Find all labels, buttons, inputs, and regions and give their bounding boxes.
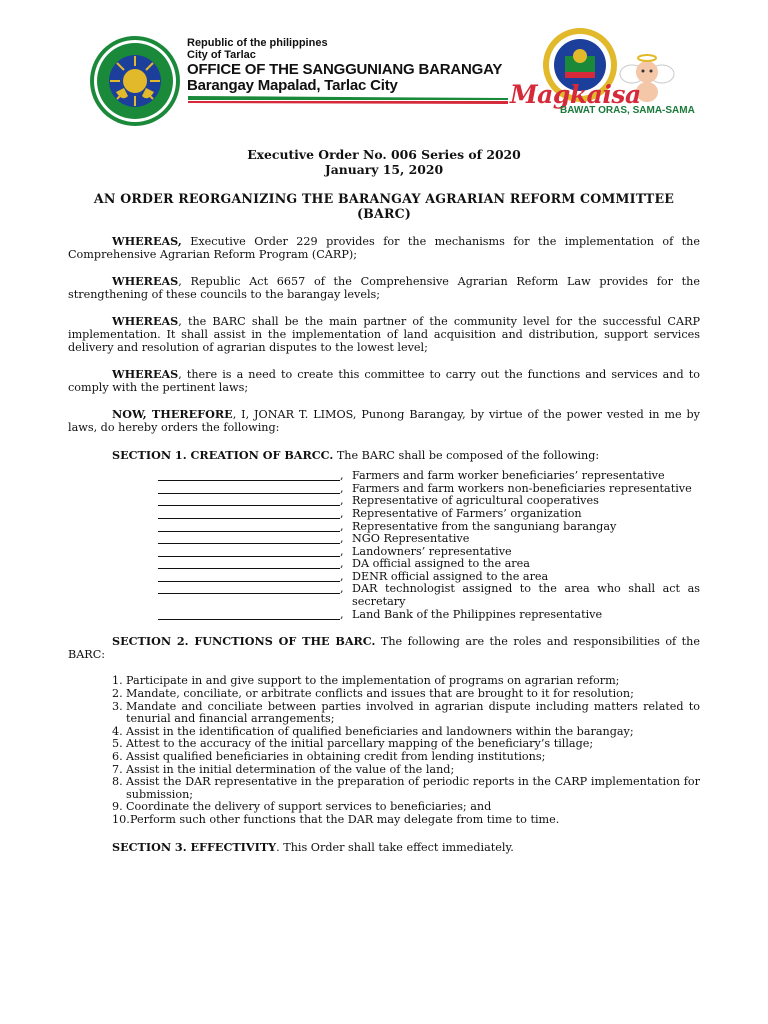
name-blank-line xyxy=(158,495,340,506)
function-number: 7. xyxy=(112,762,123,776)
barangay-line: Barangay Mapalad, Tarlac City xyxy=(187,76,398,94)
comma-separator: , xyxy=(340,469,344,483)
role-label: Representative of Farmers’ organization xyxy=(352,506,582,520)
section-3 xyxy=(68,841,700,855)
function-number: 1. xyxy=(112,674,123,688)
name-blank-line xyxy=(158,483,340,494)
name-blank-line xyxy=(158,558,340,569)
function-text: Perform such other functions that the DAR may delegate from time to time. xyxy=(130,812,560,826)
section-3-heading: SECTION 3. EFFECTIVITY xyxy=(112,839,277,854)
role-label: Landowners’ representative xyxy=(352,544,512,558)
function-text: Mandate, conciliate, or arbitrate conflicts and issues that are brought to it for resolution; xyxy=(126,687,634,701)
comma-separator: , xyxy=(340,519,344,533)
magkaisa-wordmark: Magkaisa xyxy=(510,80,641,109)
function-text: Attest to the accuracy of the initial parcellary mapping of the beneficiary’s tillage; xyxy=(126,737,594,751)
office-line: OFFICE OF THE SANGGUNIANG BARANGAY xyxy=(187,61,503,79)
composition-row xyxy=(158,470,700,483)
name-blank-line xyxy=(158,609,340,620)
comma-separator: , xyxy=(340,544,344,558)
whereas-text: , I, JONAR T. LIMOS, Punong Barangay, by virtue of the power vested in me by laws, do hereby orders the following: xyxy=(68,408,701,434)
comma-separator: , xyxy=(340,557,344,571)
composition-row xyxy=(158,558,700,571)
function-text: Assist qualified beneficiaries in obtaining credit from lending institutions; xyxy=(126,750,546,763)
role-label: DAR technologist assigned to the area who shall act as secretary xyxy=(352,582,700,609)
function-item xyxy=(68,688,700,701)
letterhead xyxy=(0,0,768,125)
function-text: Mandate and conciliate between parties involved in agrarian dispute including matters related to tenurial and financial arrangements; xyxy=(126,699,700,726)
function-number: 6. xyxy=(112,750,123,763)
function-text: Assist in the initial determination of the value of the land; xyxy=(126,762,455,776)
role-label: NGO Representative xyxy=(352,532,470,546)
header-color-rule xyxy=(188,96,508,105)
comma-separator: , xyxy=(340,506,344,520)
name-blank-line xyxy=(158,583,340,594)
function-item xyxy=(68,701,700,726)
whereas-lead: WHEREAS xyxy=(112,314,179,329)
comma-separator: , xyxy=(340,582,344,596)
function-item xyxy=(68,751,700,764)
composition-row xyxy=(158,508,700,521)
name-blank-line xyxy=(158,508,340,519)
function-item xyxy=(68,814,700,827)
role-label: Farmers and farm worker beneficiaries’ representative xyxy=(352,469,665,483)
whereas-clause xyxy=(68,235,700,261)
function-text: Assist in the identification of qualified beneficiaries and landowners within the barangay; xyxy=(126,724,634,738)
whereas-lead: WHEREAS xyxy=(112,367,179,382)
section-2-heading: SECTION 2. FUNCTIONS OF THE BARC. xyxy=(112,634,376,649)
role-label: Land Bank of the Philippines representative xyxy=(352,607,603,621)
executive-order-body xyxy=(68,147,700,854)
comma-separator: , xyxy=(340,481,344,495)
composition-row xyxy=(158,533,700,546)
whereas-lead: WHEREAS xyxy=(112,274,179,289)
function-text: Assist the DAR representative in the preparation of periodic reports in the CARP implementation for submission; xyxy=(126,775,700,801)
role-label: Farmers and farm workers non-beneficiaries representative xyxy=(352,481,692,495)
comma-separator: , xyxy=(340,494,344,508)
order-title: AN ORDER REORGANIZING THE BARANGAY AGRARIAN REFORM COMMITTEE (BARC) xyxy=(93,191,675,221)
section-2 xyxy=(68,635,700,661)
whereas-clause xyxy=(68,315,700,354)
whereas-lead: WHEREAS, xyxy=(112,234,182,248)
name-blank-line xyxy=(158,533,340,544)
city-line: City of Tarlac xyxy=(187,48,256,61)
composition-row xyxy=(158,583,700,608)
whereas-clause xyxy=(68,275,700,301)
composition-row xyxy=(158,609,700,622)
function-number: 4. xyxy=(112,724,123,738)
function-item xyxy=(68,776,700,801)
brand-tagline: BAWAT ORAS, SAMA-SAMA xyxy=(560,105,695,116)
name-blank-line xyxy=(158,546,340,557)
whereas-text: Executive Order 229 provides for the mechanisms for the implementation of the Comprehensive Agrarian Reform Program (CARP); xyxy=(68,235,700,261)
function-number: 8. xyxy=(112,775,123,789)
name-blank-line xyxy=(158,521,340,532)
section-1-heading: SECTION 1. CREATION OF BARCC. xyxy=(112,447,334,462)
role-label: Representative from the sanguniang barangay xyxy=(352,519,617,533)
section-1-intro: The BARC shall be composed of the following: xyxy=(333,448,600,462)
whereas-clause xyxy=(68,408,700,434)
comma-separator: , xyxy=(340,607,344,621)
eo-number: Executive Order No. 006 Series of 2020 xyxy=(247,147,521,162)
whereas-clause xyxy=(68,368,700,394)
role-label: DA official assigned to the area xyxy=(352,557,530,571)
whereas-text: , there is a need to create this committee to carry out the functions and services and to comply with the pertinent laws; xyxy=(68,368,700,394)
function-number: 10. xyxy=(112,812,130,826)
function-text: Participate in and give support to the implementation of programs on agrarian reform; xyxy=(126,674,620,688)
comma-separator: , xyxy=(340,569,344,583)
role-label: Representative of agricultural cooperatives xyxy=(352,494,599,508)
whereas-lead: NOW, THEREFORE xyxy=(112,407,233,422)
function-number: 3. xyxy=(112,699,123,713)
section-1 xyxy=(68,449,700,463)
barangay-seal-logo xyxy=(88,34,182,128)
letterhead-text xyxy=(187,38,502,94)
comma-separator: , xyxy=(340,532,344,546)
section-2-intro: The following are the roles and responsibilities of the BARC: xyxy=(68,635,700,661)
republic-line: Republic of the philippines xyxy=(187,37,328,49)
role-label: DENR official assigned to the area xyxy=(352,569,549,583)
section-3-text: . This Order shall take effect immediately. xyxy=(276,840,514,854)
function-text: Coordinate the delivery of support services to beneficiaries; and xyxy=(126,800,492,814)
name-blank-line xyxy=(158,470,340,481)
function-number: 5. xyxy=(112,737,123,751)
barc-composition-list xyxy=(68,470,700,621)
eo-date: January 15, 2020 xyxy=(324,162,444,177)
function-number: 9. xyxy=(112,800,123,814)
name-blank-line xyxy=(158,571,340,582)
barc-functions-list xyxy=(68,675,700,826)
function-number: 2. xyxy=(112,687,123,701)
whereas-text: , Republic Act 6657 of the Comprehensive Agrarian Reform Law provides for the strengthening of these councils to the barangay levels; xyxy=(68,275,700,301)
whereas-clauses xyxy=(68,235,700,435)
whereas-text: , the BARC shall be the main partner of the community level for the successful CARP implementation. It shall assist in the implementation of land acquisition and distribution, support services delivery and resolution of agrarian disputes to the lowest level; xyxy=(68,315,700,354)
